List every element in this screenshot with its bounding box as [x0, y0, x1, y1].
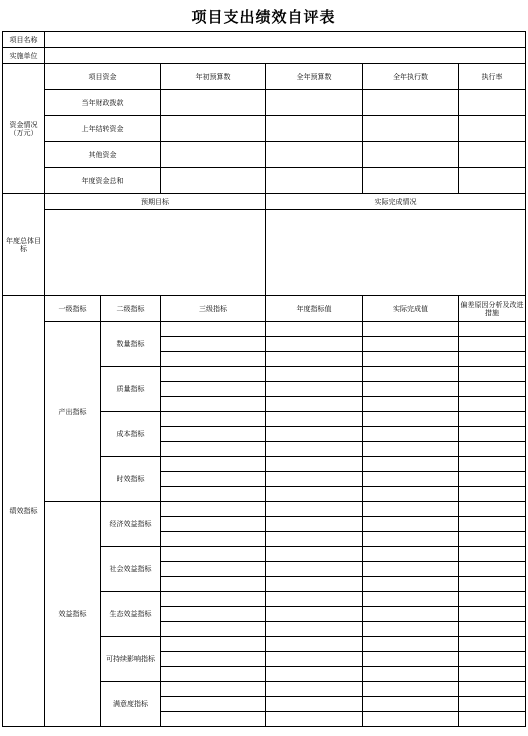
actual-value-cell[interactable]: [363, 667, 459, 682]
level2-indicator-label: 可持续影响指标: [101, 637, 161, 682]
level3-indicator-cell[interactable]: [161, 637, 266, 652]
actual-value-cell[interactable]: [363, 457, 459, 472]
deviation-reason-cell[interactable]: [459, 532, 526, 547]
deviation-reason-cell[interactable]: [459, 667, 526, 682]
annual-target-cell[interactable]: [266, 472, 363, 487]
deviation-reason-cell[interactable]: [459, 442, 526, 457]
annual-target-cell[interactable]: [266, 412, 363, 427]
actual-value-cell[interactable]: [363, 637, 459, 652]
actual-value-cell[interactable]: [363, 652, 459, 667]
actual-value-cell[interactable]: [363, 682, 459, 697]
deviation-reason-cell[interactable]: [459, 487, 526, 502]
funds-full-budget-cell[interactable]: [266, 90, 363, 116]
level3-indicator-cell[interactable]: [161, 547, 266, 562]
deviation-reason-cell[interactable]: [459, 697, 526, 712]
annual-target-cell[interactable]: [266, 382, 363, 397]
level3-indicator-cell[interactable]: [161, 697, 266, 712]
output-indicator-label: 产出指标: [45, 322, 101, 502]
annual-target-cell[interactable]: [266, 592, 363, 607]
level3-indicator-cell[interactable]: [161, 472, 266, 487]
funds-header-executed: 全年执行数: [363, 64, 459, 90]
deviation-reason-cell[interactable]: [459, 577, 526, 592]
level3-indicator-cell[interactable]: [161, 592, 266, 607]
goals-section-label: 年度总体目标: [3, 194, 45, 296]
annual-target-cell[interactable]: [266, 367, 363, 382]
funds-section-label: 资金情况（万元）: [3, 64, 45, 194]
level2-indicator-label: 数量指标: [101, 322, 161, 367]
funds-row-label: 上年结转资金: [45, 116, 161, 142]
actual-value-cell[interactable]: [363, 712, 459, 727]
deviation-reason-cell[interactable]: [459, 622, 526, 637]
expected-goal-header: 预期目标: [45, 194, 266, 210]
funds-full-budget-cell[interactable]: [266, 168, 363, 194]
annual-target-cell[interactable]: [266, 697, 363, 712]
deviation-reason-cell[interactable]: [459, 637, 526, 652]
level2-indicator-label: 经济效益指标: [101, 502, 161, 547]
actual-value-cell[interactable]: [363, 502, 459, 517]
annual-target-cell[interactable]: [266, 712, 363, 727]
funds-row-label: 其他资金: [45, 142, 161, 168]
level3-indicator-cell[interactable]: [161, 322, 266, 337]
funds-executed-cell[interactable]: [363, 142, 459, 168]
actual-value-cell[interactable]: [363, 547, 459, 562]
level3-indicator-cell[interactable]: [161, 562, 266, 577]
deviation-reason-cell[interactable]: [459, 607, 526, 622]
deviation-reason-cell[interactable]: [459, 682, 526, 697]
indicators-section-label: 绩效指标: [3, 296, 45, 727]
level1-header: 一级指标: [45, 296, 101, 322]
actual-value-header: 实际完成值: [363, 296, 459, 322]
deviation-reason-cell[interactable]: [459, 382, 526, 397]
funds-header-full-budget: 全年预算数: [266, 64, 363, 90]
deviation-reason-cell[interactable]: [459, 712, 526, 727]
project-name-label: 项目名称: [3, 32, 45, 48]
actual-value-cell[interactable]: [363, 607, 459, 622]
deviation-reason-cell[interactable]: [459, 517, 526, 532]
level2-indicator-label: 社会效益指标: [101, 547, 161, 592]
annual-target-cell[interactable]: [266, 682, 363, 697]
funds-row-label: 当年财政拨款: [45, 90, 161, 116]
actual-value-cell[interactable]: [363, 472, 459, 487]
level3-indicator-cell[interactable]: [161, 352, 266, 367]
deviation-reason-cell[interactable]: [459, 592, 526, 607]
annual-target-cell[interactable]: [266, 517, 363, 532]
level3-indicator-cell[interactable]: [161, 427, 266, 442]
actual-value-cell[interactable]: [363, 592, 459, 607]
deviation-reason-cell[interactable]: [459, 367, 526, 382]
actual-value-cell[interactable]: [363, 442, 459, 457]
level2-header: 二级指标: [101, 296, 161, 322]
actual-value-cell[interactable]: [363, 367, 459, 382]
level3-indicator-cell[interactable]: [161, 607, 266, 622]
level3-indicator-cell[interactable]: [161, 517, 266, 532]
annual-target-cell[interactable]: [266, 502, 363, 517]
actual-value-cell[interactable]: [363, 382, 459, 397]
annual-target-cell[interactable]: [266, 337, 363, 352]
level2-indicator-label: 满意度指标: [101, 682, 161, 727]
deviation-reason-cell[interactable]: [459, 427, 526, 442]
annual-target-cell[interactable]: [266, 652, 363, 667]
actual-value-cell[interactable]: [363, 532, 459, 547]
funds-full-budget-cell[interactable]: [266, 142, 363, 168]
funds-executed-cell[interactable]: [363, 168, 459, 194]
annual-target-cell[interactable]: [266, 457, 363, 472]
funds-rate-cell[interactable]: [459, 116, 526, 142]
annual-target-cell[interactable]: [266, 352, 363, 367]
level3-indicator-cell[interactable]: [161, 502, 266, 517]
annual-target-cell[interactable]: [266, 577, 363, 592]
funds-budget-cell[interactable]: [161, 116, 266, 142]
form-title: 项目支出绩效自评表: [191, 7, 336, 26]
annual-target-cell[interactable]: [266, 667, 363, 682]
actual-value-cell[interactable]: [363, 337, 459, 352]
annual-target-cell[interactable]: [266, 622, 363, 637]
level3-indicator-cell[interactable]: [161, 487, 266, 502]
level3-indicator-cell[interactable]: [161, 412, 266, 427]
funds-rate-cell[interactable]: [459, 142, 526, 168]
annual-target-cell[interactable]: [266, 322, 363, 337]
annual-target-cell[interactable]: [266, 487, 363, 502]
annual-target-cell[interactable]: [266, 637, 363, 652]
actual-completion-field[interactable]: [266, 210, 526, 296]
level2-indicator-label: 质量指标: [101, 367, 161, 412]
level3-indicator-cell[interactable]: [161, 622, 266, 637]
actual-value-cell[interactable]: [363, 352, 459, 367]
actual-value-cell[interactable]: [363, 487, 459, 502]
funds-rate-cell[interactable]: [459, 168, 526, 194]
benefit-indicator-label: 效益指标: [45, 502, 101, 727]
actual-value-cell[interactable]: [363, 427, 459, 442]
level3-indicator-cell[interactable]: [161, 397, 266, 412]
funds-header-rate: 执行率: [459, 64, 526, 90]
actual-value-cell[interactable]: [363, 397, 459, 412]
annual-target-cell[interactable]: [266, 562, 363, 577]
form-table: [2, 31, 526, 727]
level3-indicator-cell[interactable]: [161, 712, 266, 727]
level2-indicator-label: 成本指标: [101, 412, 161, 457]
funds-budget-cell[interactable]: [161, 90, 266, 116]
funds-budget-cell[interactable]: [161, 168, 266, 194]
annual-target-header: 年度指标值: [266, 296, 363, 322]
funds-header-budget: 年初预算数: [161, 64, 266, 90]
deviation-reason-cell[interactable]: [459, 547, 526, 562]
annual-target-cell[interactable]: [266, 427, 363, 442]
deviation-reason-cell[interactable]: [459, 337, 526, 352]
deviation-reason-header: 偏差原因分析及改进措施: [459, 296, 526, 322]
level3-indicator-cell[interactable]: [161, 652, 266, 667]
actual-value-cell[interactable]: [363, 412, 459, 427]
level3-indicator-cell[interactable]: [161, 457, 266, 472]
actual-value-cell[interactable]: [363, 517, 459, 532]
actual-value-cell[interactable]: [363, 562, 459, 577]
deviation-reason-cell[interactable]: [459, 562, 526, 577]
deviation-reason-cell[interactable]: [459, 412, 526, 427]
deviation-reason-cell[interactable]: [459, 322, 526, 337]
funds-row-label: 年度资金总和: [45, 168, 161, 194]
funds-rate-cell[interactable]: [459, 90, 526, 116]
project-name-field[interactable]: [45, 32, 526, 48]
funds-executed-cell[interactable]: [363, 90, 459, 116]
expected-goal-field[interactable]: [45, 210, 266, 296]
funds-budget-cell[interactable]: [161, 142, 266, 168]
level3-indicator-cell[interactable]: [161, 682, 266, 697]
level3-header: 三级指标: [161, 296, 266, 322]
annual-target-cell[interactable]: [266, 442, 363, 457]
funds-header-item: 项目资金: [45, 64, 161, 90]
level3-indicator-cell[interactable]: [161, 382, 266, 397]
level3-indicator-cell[interactable]: [161, 442, 266, 457]
deviation-reason-cell[interactable]: [459, 472, 526, 487]
level2-indicator-label: 时效指标: [101, 457, 161, 502]
deviation-reason-cell[interactable]: [459, 352, 526, 367]
level2-indicator-label: 生态效益指标: [101, 592, 161, 637]
annual-target-cell[interactable]: [266, 607, 363, 622]
unit-field[interactable]: [45, 48, 526, 64]
deviation-reason-cell[interactable]: [459, 502, 526, 517]
deviation-reason-cell[interactable]: [459, 397, 526, 412]
actual-value-cell[interactable]: [363, 322, 459, 337]
actual-value-cell[interactable]: [363, 622, 459, 637]
actual-completion-header: 实际完成情况: [266, 194, 526, 210]
funds-full-budget-cell[interactable]: [266, 116, 363, 142]
actual-value-cell[interactable]: [363, 697, 459, 712]
funds-executed-cell[interactable]: [363, 116, 459, 142]
level3-indicator-cell[interactable]: [161, 577, 266, 592]
annual-target-cell[interactable]: [266, 547, 363, 562]
evaluation-form: [2, 1, 525, 733]
level3-indicator-cell[interactable]: [161, 667, 266, 682]
deviation-reason-cell[interactable]: [459, 457, 526, 472]
deviation-reason-cell[interactable]: [459, 652, 526, 667]
level3-indicator-cell[interactable]: [161, 532, 266, 547]
annual-target-cell[interactable]: [266, 397, 363, 412]
level3-indicator-cell[interactable]: [161, 337, 266, 352]
annual-target-cell[interactable]: [266, 532, 363, 547]
actual-value-cell[interactable]: [363, 577, 459, 592]
level3-indicator-cell[interactable]: [161, 367, 266, 382]
unit-label: 实施单位: [3, 48, 45, 64]
